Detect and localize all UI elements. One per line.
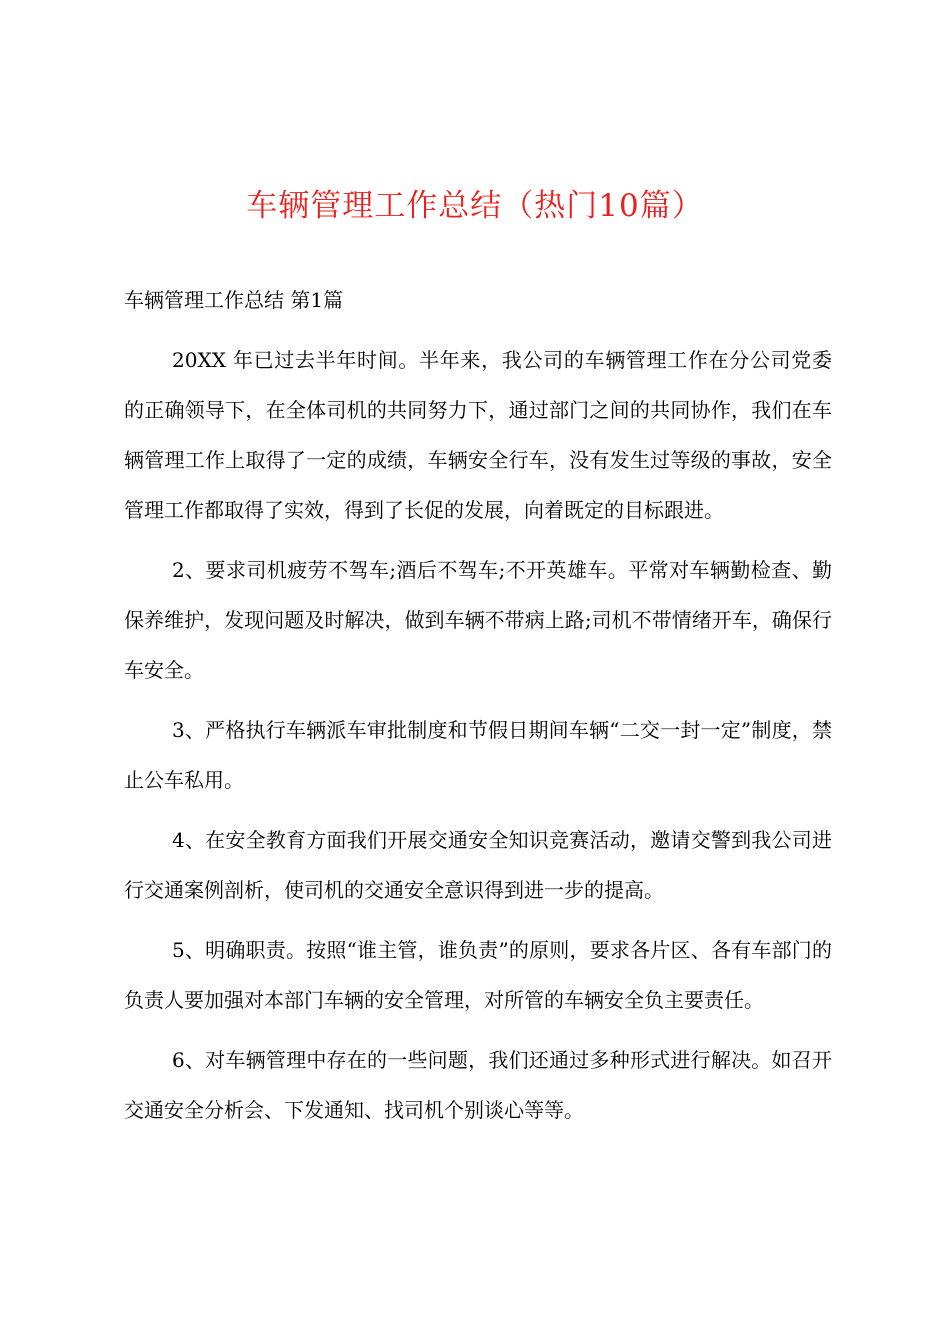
paragraph-1: 20XX 年已过去半年时间。半年来，我公司的车辆管理工作在分公司党委的正确领导下，在全体司机的共同努力下，通过部门之间的共同协作，我们在车辆管理工作上取得了一定的成绩，车辆安全行车，没有发生过等级的事故，安全管理工作都取得了实效，得到了长促的发展，向着既定的目标跟进。: [124, 348, 832, 522]
body-text: [124, 335, 832, 1145]
paragraph-4: 4、在安全教育方面我们开展交通安全知识竞赛活动，邀请交警到我公司进行交通案例剖析，使司机的交通安全意识得到进一步的提高。: [124, 828, 832, 902]
paragraph-3: 3、严格执行车辆派车审批制度和节假日期间车辆“二交一封一定”制度，禁止公车私用。: [124, 718, 832, 792]
section-heading: 车辆管理工作总结 第1篇: [124, 288, 344, 312]
paragraph-6: 6、对车辆管理中存在的一些问题，我们还通过多种形式进行解决。如召开交通安全分析会、下发通知、找司机个别谈心等等。: [124, 1048, 832, 1122]
paragraph-5: 5、明确职责。按照“谁主管，谁负责”的原则，要求各片区、各有车部门的负责人要加强对本部门车辆的安全管理，对所管的车辆安全负主要责任。: [124, 938, 832, 1012]
document-title: 车辆管理工作总结（热门10篇）: [246, 188, 704, 224]
paragraph-2: 2、要求司机疲劳不驾车;酒后不驾车;不开英雄车。平常对车辆勤检查、勤保养维护，发现问题及时解决，做到车辆不带病上路;司机不带情绪开车，确保行车安全。: [124, 558, 832, 682]
